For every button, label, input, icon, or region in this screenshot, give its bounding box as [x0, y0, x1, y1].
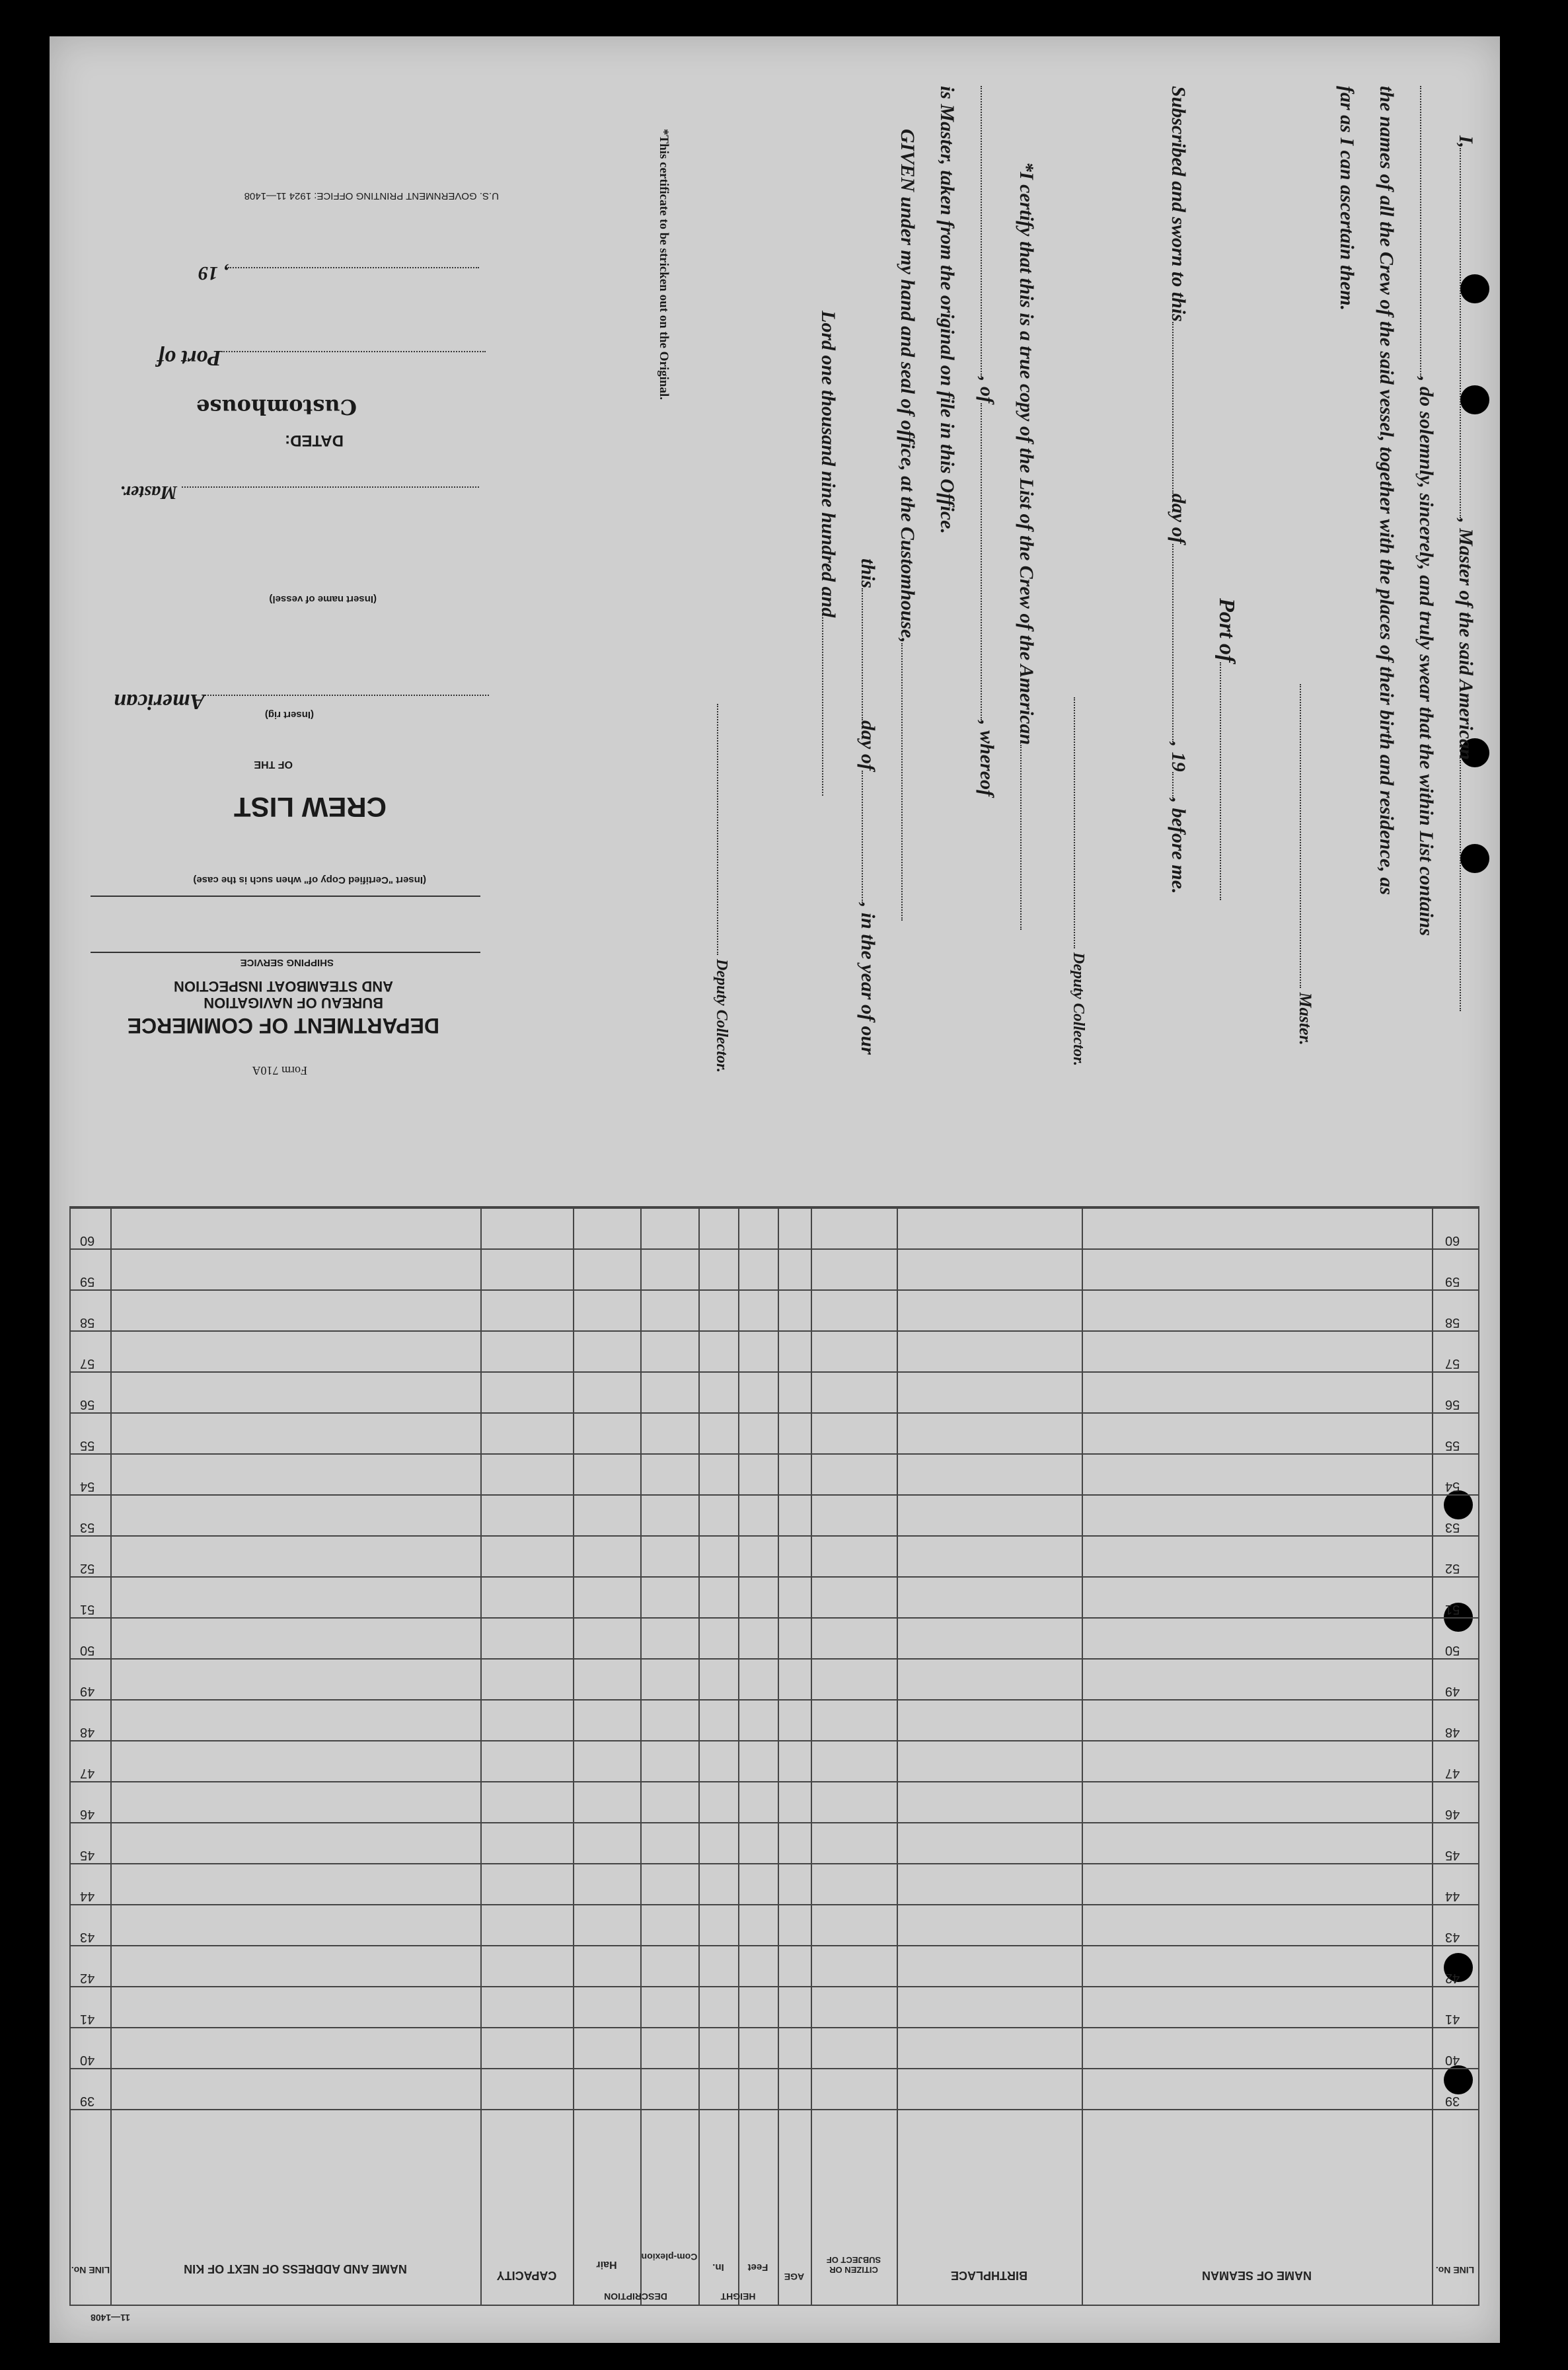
row-line: [71, 1699, 1478, 1701]
header-next-of-kin: NAME AND ADDRESS OF NEXT OF KIN: [184, 2262, 407, 2275]
line-number: 52: [80, 1561, 95, 1576]
row-line: [71, 1740, 1478, 1741]
line-number: 39: [80, 2094, 95, 2108]
line-number: 52: [1445, 1561, 1460, 1576]
line-number: 60: [1445, 1233, 1460, 1248]
col-line: [573, 1207, 574, 2305]
row-line: [71, 1494, 1478, 1496]
row-line: [71, 1617, 1478, 1619]
row-line: [71, 2068, 1478, 2069]
col-line: [640, 1207, 642, 2305]
line-number: 50: [80, 1643, 95, 1658]
line-number: 47: [80, 1766, 95, 1780]
header-capacity: CAPACITY: [496, 2269, 557, 2282]
row-line: [71, 1658, 1478, 1660]
insert-name-vessel: (Insert name of vessel): [269, 593, 377, 605]
line-number: 53: [80, 1520, 95, 1535]
line-number: 50: [1445, 1643, 1460, 1658]
form-code: 11—1408: [91, 2313, 130, 2323]
line-number: 51: [80, 1602, 95, 1617]
line-number: 39: [1445, 2094, 1460, 2108]
insert-certified-copy: (Insert "Certified Copy of" when such is the case): [193, 874, 426, 886]
given-line: GIVEN under my hand and seal of office, at the Customhouse,: [896, 129, 918, 921]
line-number: 44: [80, 1889, 95, 1903]
is-master-line: is Master, taken from the original on file in this Office.: [936, 86, 958, 534]
header-hair: Hair: [596, 2259, 617, 2270]
oath-intro: I,, Master of the said American: [1454, 135, 1477, 1011]
row-line: [71, 1904, 1478, 1905]
header-name-of-seaman: NAME OF SEAMAN: [1202, 2269, 1312, 2282]
crew-list-title: CREW LIST: [234, 792, 387, 823]
header-birthplace: BIRTHPLACE: [951, 2269, 1027, 2282]
dated: DATED:: [285, 432, 344, 449]
port-of: Port of: [1214, 598, 1239, 900]
col-line: [811, 1207, 812, 2305]
line-number: 48: [80, 1725, 95, 1739]
header-feet: Feet: [747, 2262, 768, 2273]
row-line: [71, 1248, 1478, 1250]
col-line: [1432, 1207, 1433, 2305]
col-line: [698, 1207, 700, 2305]
line-number: 59: [80, 1274, 95, 1289]
line-number: 53: [1445, 1520, 1460, 1535]
line-number: 47: [1445, 1766, 1460, 1780]
col-line: [778, 1207, 779, 2305]
subscribed-line: Subscribed and sworn to thisday of, 19, before me.: [1168, 86, 1189, 894]
line-number: 58: [80, 1315, 95, 1330]
col-line: [110, 1207, 112, 2305]
row-line: [71, 1289, 1478, 1291]
line-number: 54: [1445, 1479, 1460, 1494]
header-height: HEIGHT: [720, 2291, 756, 2302]
header-line-no-right: LINE No.: [1435, 2265, 1475, 2275]
header-age: AGE: [784, 2272, 805, 2282]
line-number: 49: [1445, 1684, 1460, 1699]
line-number: 56: [1445, 1397, 1460, 1412]
department: DEPARTMENT OF COMMERCE: [127, 1014, 439, 1038]
form-number: Form 710A: [252, 1064, 307, 1077]
col-line: [1082, 1207, 1083, 2305]
bureau-navigation: BUREAU OF NAVIGATION: [204, 995, 383, 1011]
oath-names-line: the names of all the Crew of the said vessel, together with the places of their birth and residence, as: [1376, 86, 1398, 896]
master-signature: Master.: [1295, 684, 1315, 1046]
lord-line: Lord one thousand nine hundred and: [817, 311, 839, 796]
line-number: 51: [1445, 1602, 1460, 1617]
row-line: [71, 1535, 1478, 1537]
line-number: 46: [1445, 1807, 1460, 1821]
row-line: [71, 1576, 1478, 1578]
row-line: [71, 1822, 1478, 1823]
header-complexion: Com-plexion: [641, 2252, 698, 2262]
crew-list-page: [50, 36, 1500, 2343]
line-number: 40: [1445, 2053, 1460, 2067]
row-line: [71, 1781, 1478, 1782]
row-line: [71, 1945, 1478, 1946]
line-number: 49: [80, 1684, 95, 1699]
printer-line: U.S. GOVERNMENT PRINTING OFFICE: 1924 11—1408: [244, 190, 499, 202]
this-day-line: thisday of, in the year of our: [857, 558, 879, 1055]
col-line: [480, 1207, 482, 2305]
row-line: [71, 1207, 1478, 1209]
row-line: [71, 1371, 1478, 1373]
col-line: [897, 1207, 898, 2305]
divider: [91, 952, 480, 953]
line-number: 45: [1445, 1848, 1460, 1862]
line-number: 60: [80, 1233, 95, 1248]
cover-master: Master.: [120, 481, 479, 502]
of-whereof-line: , of, whereof: [975, 86, 998, 796]
line-number: 58: [1445, 1315, 1460, 1330]
row-line: [71, 1412, 1478, 1414]
insert-rig: (Insert rig): [264, 709, 314, 720]
line-number: 42: [80, 1971, 95, 1985]
customhouse: Customhouse: [196, 395, 357, 420]
line-number: 54: [80, 1479, 95, 1494]
row-line: [71, 2109, 1478, 2110]
of-the: OF THE: [254, 759, 293, 770]
row-line: [71, 2027, 1478, 2028]
line-number: 55: [80, 1438, 95, 1453]
header-description: DESCRIPTION: [604, 2291, 667, 2302]
line-number: 55: [1445, 1438, 1460, 1453]
line-number: 43: [1445, 1930, 1460, 1944]
line-number: 40: [80, 2053, 95, 2067]
header-inches: In.: [712, 2262, 724, 2273]
cover-year: , 19: [198, 262, 479, 284]
certify-line: *I certify that this is a true copy of the List of the Crew of the American: [1015, 162, 1037, 930]
line-number: 43: [80, 1930, 95, 1944]
header-citizen: CITIZEN OR SUBJECT OF: [826, 2255, 881, 2275]
row-line: [71, 1986, 1478, 1987]
row-line: [71, 1453, 1478, 1455]
line-number: 44: [1445, 1889, 1460, 1903]
line-number: 41: [80, 2012, 95, 2026]
header-line-no: LINE No.: [71, 2265, 110, 2275]
deputy-collector-2: Deputy Collector.: [712, 704, 730, 1073]
oath-swear-line: , do solemnly, sincerely, and truly swear that the within List contains: [1415, 86, 1437, 936]
certified-copy-line: [91, 896, 480, 897]
line-number: 57: [80, 1356, 95, 1371]
cover-port-of: Port of: [157, 345, 486, 370]
row-line: [71, 1863, 1478, 1864]
line-number: 46: [80, 1807, 95, 1821]
line-number: 59: [1445, 1274, 1460, 1289]
bureau-steamboat: AND STEAMBOAT INSPECTION: [173, 978, 393, 995]
line-number: 56: [80, 1397, 95, 1412]
line-number: 48: [1445, 1725, 1460, 1739]
line-number: 42: [1445, 1971, 1460, 1985]
deputy-collector-1: Deputy Collector.: [1069, 697, 1087, 1066]
col-line: [738, 1207, 739, 2305]
oath-ascertain-line: far as I can ascertain them.: [1336, 86, 1358, 311]
line-number: 57: [1445, 1356, 1460, 1371]
cover-american: American: [114, 689, 489, 714]
row-line: [71, 1330, 1478, 1332]
footnote: *This certificate to be stricken out on the Original.: [657, 129, 671, 401]
line-number: 45: [80, 1848, 95, 1862]
shipping-service: SHIPPING SERVICE: [240, 957, 334, 968]
crew-table: [69, 1206, 1479, 2323]
line-number: 41: [1445, 2012, 1460, 2026]
